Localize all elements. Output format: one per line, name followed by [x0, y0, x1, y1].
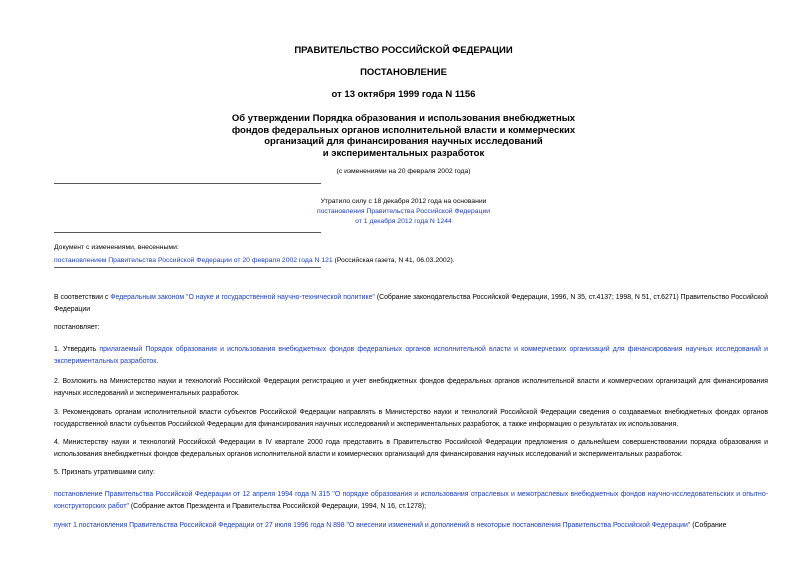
title-line: Об утверждении Порядка образования и использования внебюджетных — [231, 113, 576, 124]
resolves-text: постановляет: — [54, 324, 100, 331]
resolves-paragraph — [54, 322, 768, 334]
clause-5 — [54, 467, 768, 479]
clause-1 — [54, 344, 768, 367]
changes-block — [54, 243, 768, 266]
repealed-item-1 — [54, 489, 768, 512]
clause-3 — [54, 407, 768, 430]
repealed-act-link-1996[interactable]: пункт 1 постановления Правительства Российской Федерации от 27 июля 1996 года N 898 "О внесении изменений и дополнений в некоторые постановления Правительства Российской Федерации" — [54, 522, 691, 529]
clause-3-text: 3. Рекомендовать органам исполнительной власти субъектов Российской Федерации направлять в Министерство науки и технологий Российской Федерации сведения о создаваемых внебюджетных фондах органов государственной власти субъектов Российской Федерации для финансирования научных исследований и экспериментальных разработок, а также информацию о результатах их использования. — [54, 409, 768, 428]
preamble-source: (Собрание законодательства Российской Федерации, 1996, N 35, ст.4137; 1998, N 51, ст.6271) Правительство Российской Федерации — [54, 294, 768, 313]
divider — [54, 183, 321, 184]
document-type: ПОСТАНОВЛЕНИЕ — [360, 67, 447, 78]
repealed-act-link-1994[interactable]: постановление Правительства Российской Федерации от 12 апреля 1994 года N 315 "О порядке образования и использования отраслевых и межотраслевых внебюджетных фондов научно-исследовательских и опытно-конструкторских работ" — [54, 491, 768, 510]
clause-4-text: 4. Министерству науки и технологий Российской Федерации в IV квартале 2000 года представить в Правительство Российской Федерации предложения о дальнейшем совершенствовании порядка образования и использования внебюджетных фондов федеральных органов исполнительной власти и коммерческих организаций для финансирования научных исследований и экспериментальных разработок. — [54, 439, 768, 458]
changes-source: (Российская газета, N 41, 06.03.2002). — [332, 257, 455, 264]
repealed-act-source-2: (Собрание — [690, 522, 727, 529]
divider — [54, 232, 321, 233]
clause-1-text: 1. Утвердить — [54, 346, 100, 353]
changes-label: Документ с изменениями, внесенными: — [54, 244, 179, 251]
preamble-paragraph — [54, 292, 768, 315]
clause-1-end: . — [156, 357, 159, 365]
title-line: и экспериментальных разработок — [322, 147, 485, 159]
repeal-link-date[interactable]: от 1 декабря 2012 года N 1244 — [355, 218, 452, 225]
repeal-line: Утратило силу с 18 декабря 2012 года на основании — [320, 198, 487, 205]
clause-4 — [54, 437, 768, 460]
government-heading: ПРАВИТЕЛЬСТВО РОССИЙСКОЙ ФЕДЕРАЦИИ — [294, 45, 513, 56]
federal-law-link[interactable]: Федеральным законом "О науке и государственной научно-технической политике" — [110, 294, 375, 301]
divider — [54, 267, 321, 268]
repealed-act-source: (Собрание актов Президента и Правительства Российской Федерации, 1994, N 16, ст.1278); — [128, 502, 427, 510]
clause-2-text: 2. Возложить на Министерство науки и технологий Российской Федерации регистрацию и учет внебюджетных фондов федеральных органов исполнительной власти и коммерческих организаций для финансирования научных исследований и экспериментальных разработок. — [54, 378, 768, 397]
clause-2 — [54, 376, 768, 399]
changes-link[interactable]: постановлением Правительства Российской Федерации от 20 февраля 2002 года N 121 — [54, 257, 333, 264]
repeal-notice — [0, 197, 807, 227]
preamble-text: В соответствии с — [54, 294, 111, 301]
document-date-number: от 13 октября 1999 года N 1156 — [331, 89, 476, 100]
procedure-link[interactable]: прилагаемый Порядок образования и использования внебюджетных фондов федеральных органов исполнительной власти и коммерческих организаций для финансирования научных исследований и экспериментальных разработок — [54, 346, 768, 365]
title-line: фондов федеральных органов исполнительной власти и коммерческих — [231, 124, 576, 136]
clause-5-text: 5. Признать утратившими силу: — [54, 469, 155, 476]
amendments-note: (с изменениями на 20 февраля 2002 года) — [336, 168, 471, 175]
repeal-link[interactable]: постановления Правительства Российской Федерации — [316, 208, 491, 215]
title-line: организаций для финансирования научных исследований — [264, 136, 543, 147]
document-title — [0, 113, 807, 159]
repealed-item-2 — [54, 520, 768, 532]
